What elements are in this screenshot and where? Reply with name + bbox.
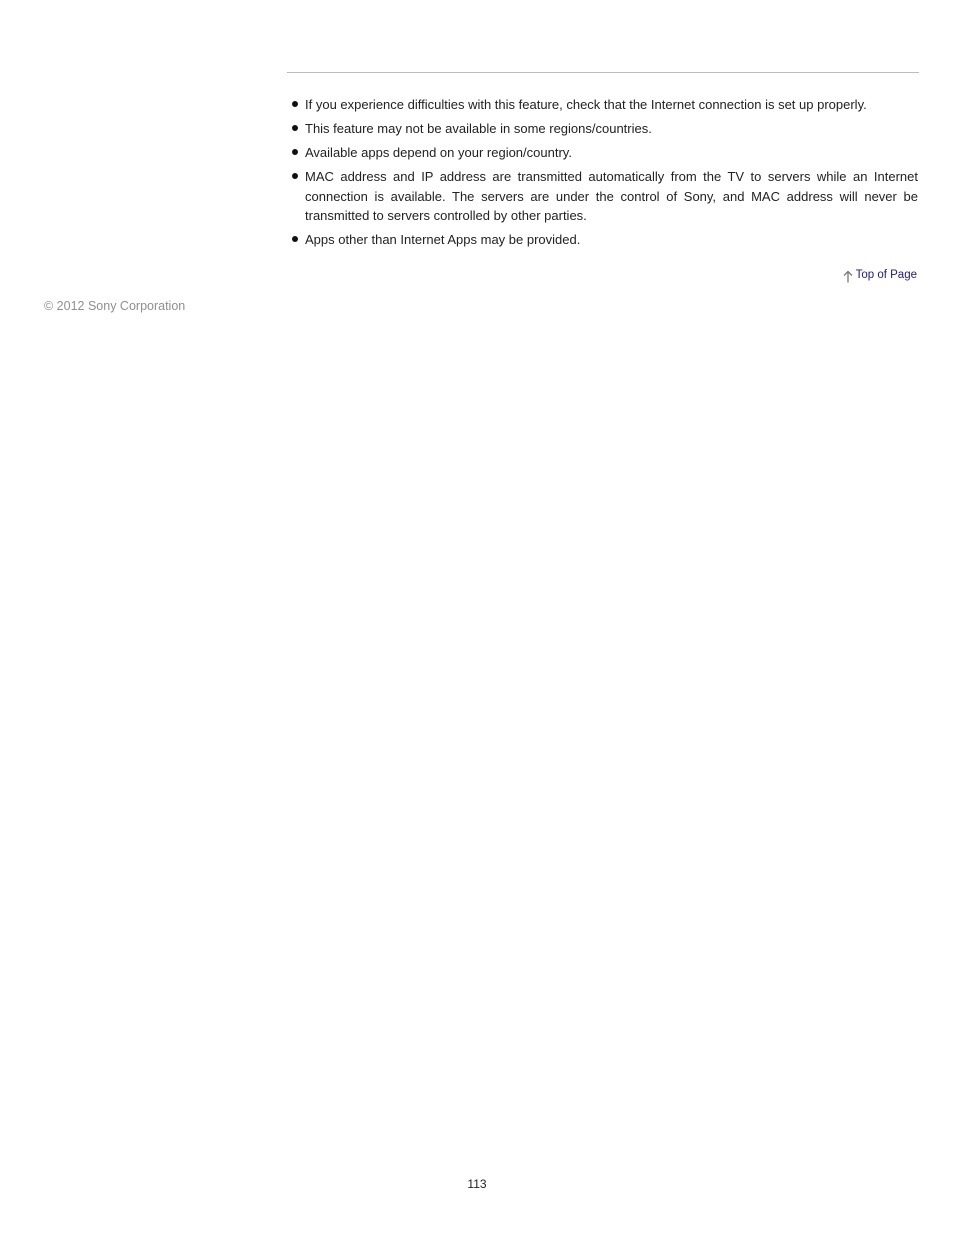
up-arrow-icon — [843, 270, 853, 283]
note-item — [292, 230, 918, 250]
note-text: This feature may not be available in some regions/countries. — [305, 121, 652, 136]
page-number: 113 — [467, 1177, 487, 1191]
note-text: Apps other than Internet Apps may be provided. — [305, 232, 581, 247]
top-of-page-label: Top of Page — [855, 269, 917, 281]
notes-list — [292, 95, 918, 254]
section-divider — [287, 72, 919, 73]
bullet-icon — [292, 149, 298, 155]
note-text: If you experience difficulties with this feature, check that the Internet connection is set up properly. — [305, 97, 867, 112]
note-item — [292, 95, 918, 115]
note-text: Available apps depend on your region/country. — [305, 145, 572, 160]
copyright-text: © 2012 Sony Corporation — [44, 299, 186, 313]
bullet-icon — [292, 125, 298, 131]
bullet-icon — [292, 236, 298, 242]
bullet-icon — [292, 173, 298, 179]
note-item — [292, 143, 918, 163]
note-text: MAC address and IP address are transmitted automatically from the TV to servers while an Internet connection is available. The servers are under the control of Sony, and MAC address will never be transmitted to servers controlled by other parties. — [305, 169, 918, 223]
note-item — [292, 167, 918, 226]
bullet-icon — [292, 101, 298, 107]
top-of-page-link[interactable] — [843, 267, 917, 283]
note-item — [292, 119, 918, 139]
